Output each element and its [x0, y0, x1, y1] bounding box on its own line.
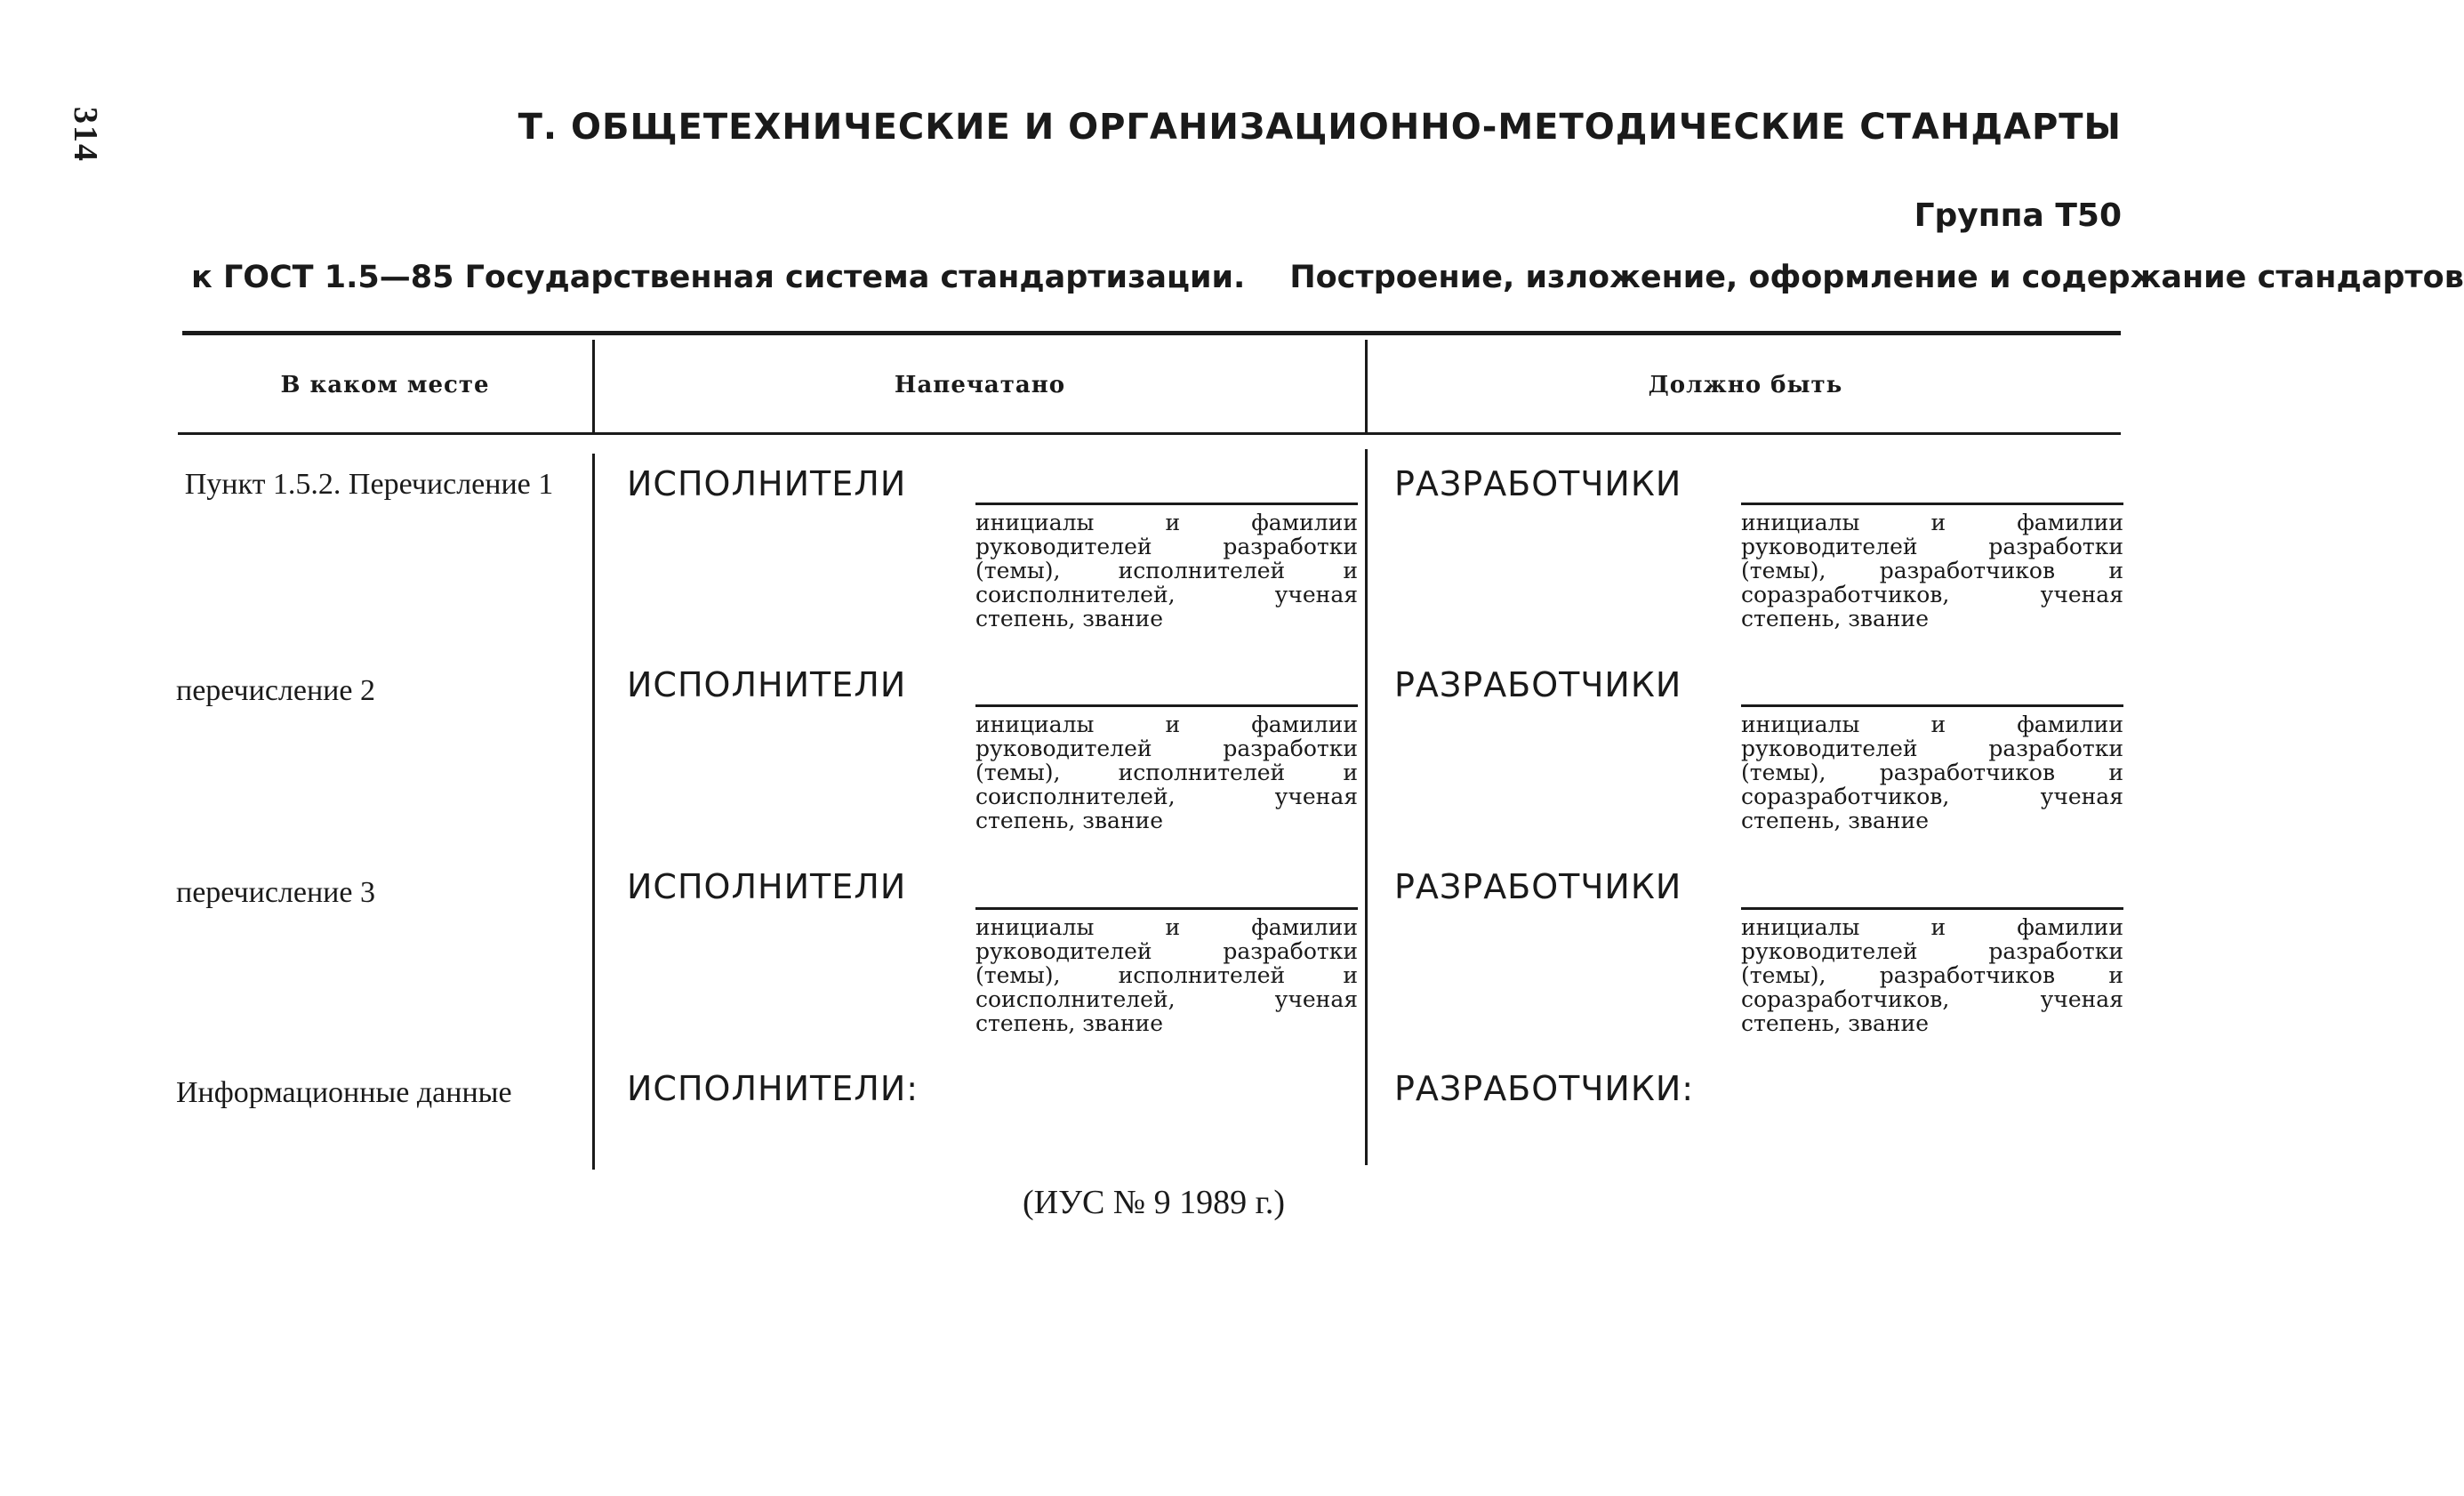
- amendment-standard: к ГОСТ 1.5—85 Государственная система стандартизации.: [191, 260, 1246, 295]
- should-title: РАЗРАБОТЧИКИ: [1394, 665, 1682, 704]
- row-where: Информационные данные: [176, 1076, 512, 1109]
- amendment-subject: Построение, изложение, оформление и содержание стандартов: [1289, 260, 2464, 295]
- should-title: РАЗРАБОТЧИКИ: [1394, 464, 1682, 503]
- printed-note: инициалы и фамилии руководителей разработки (темы), исполнителей и соисполнителей, ученая степень, звание: [975, 907, 1358, 1035]
- printed-title: ИСПОЛНИТЕЛИ: [627, 665, 907, 704]
- page-number: 314: [67, 107, 104, 163]
- table-top-rule: [182, 331, 2121, 335]
- row-where: перечисление 2: [176, 674, 375, 707]
- column-divider: [1365, 449, 1368, 1165]
- should-note: инициалы и фамилии руководителей разработки (темы), разработчиков и соразработчиков, ученая степень, звание: [1741, 907, 2123, 1035]
- header-where: В каком месте: [280, 372, 490, 398]
- section-title: Т. ОБЩЕТЕХНИЧЕСКИЕ И ОРГАНИЗАЦИОННО-МЕТОДИЧЕСКИЕ СТАНДАРТЫ: [518, 107, 2122, 148]
- printed-title: ИСПОЛНИТЕЛИ: [627, 464, 907, 503]
- table-header-rule: [178, 432, 2121, 435]
- row-where: Пункт 1.5.2. Перечисление 1: [184, 468, 554, 501]
- row-where: перечисление 3: [176, 876, 375, 909]
- printed-title: ИСПОЛНИТЕЛИ:: [627, 1069, 919, 1108]
- footer-note: (ИУС № 9 1989 г.): [1023, 1184, 1286, 1221]
- should-note: инициалы и фамилии руководителей разработки (темы), разработчиков и соразработчиков, ученая степень, звание: [1741, 704, 2123, 832]
- column-divider: [592, 454, 595, 1170]
- should-title: РАЗРАБОТЧИКИ:: [1394, 1069, 1695, 1108]
- printed-note: инициалы и фамилии руководителей разработки (темы), исполнителей и соисполнителей, ученая степень, звание: [975, 704, 1358, 832]
- printed-note: инициалы и фамилии руководителей разработки (темы), исполнителей и соисполнителей, ученая степень, звание: [975, 503, 1358, 631]
- group-label: Группа Т50: [1914, 197, 2122, 234]
- should-note: инициалы и фамилии руководителей разработки (темы), разработчиков и соразработчиков, ученая степень, звание: [1741, 503, 2123, 631]
- should-title: РАЗРАБОТЧИКИ: [1394, 867, 1682, 906]
- amendment-title: [191, 260, 2464, 295]
- printed-title: ИСПОЛНИТЕЛИ: [627, 867, 907, 906]
- header-should-be: Должно быть: [1648, 372, 1843, 398]
- header-printed: Напечатано: [894, 372, 1066, 398]
